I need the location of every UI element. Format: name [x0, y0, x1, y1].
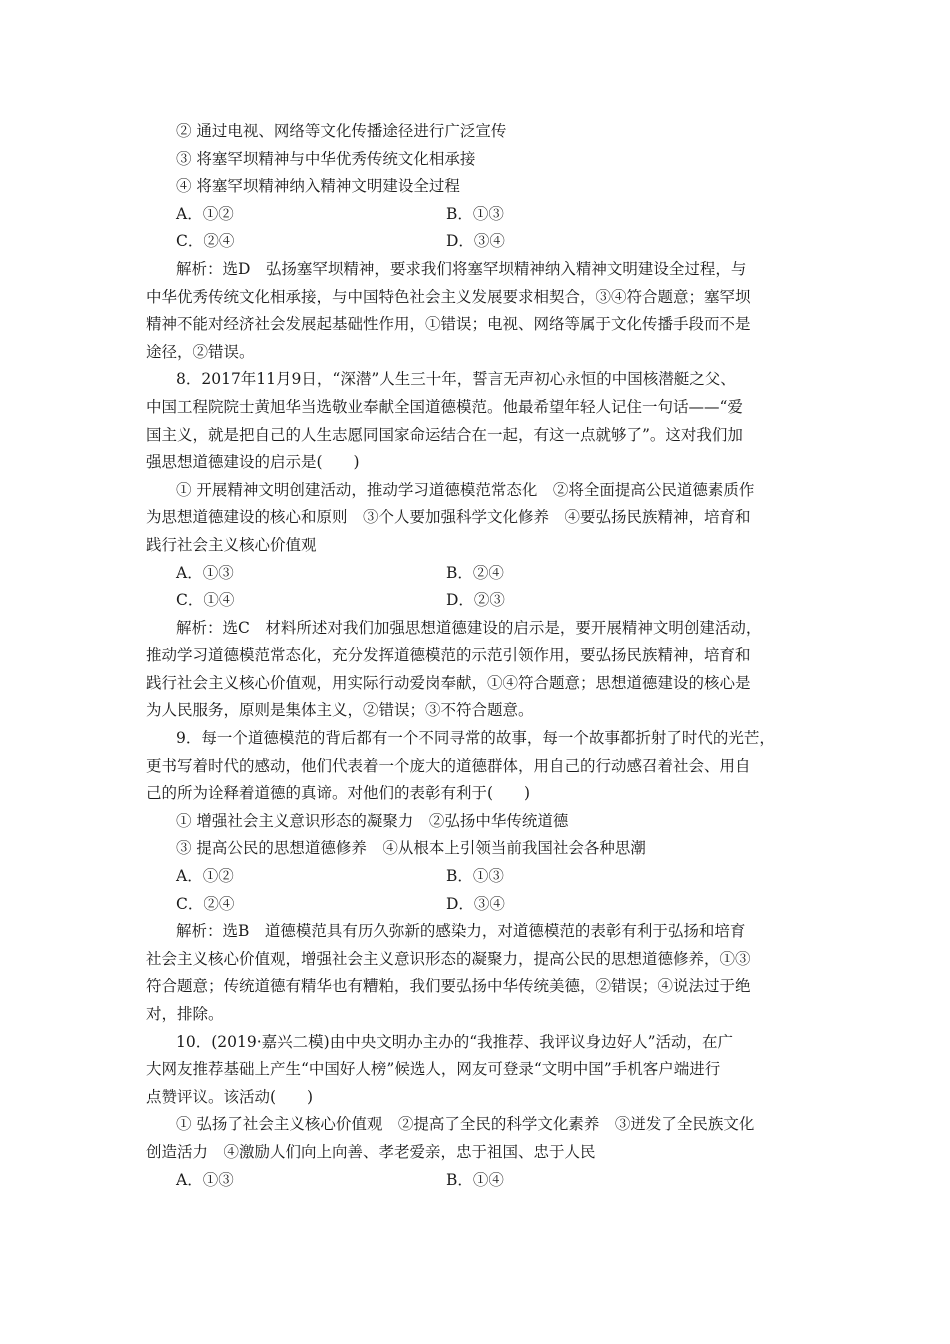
q7-choice-c: C．②④	[176, 232, 235, 251]
q8-choice-b: B．②④	[446, 563, 504, 582]
q9-choice-b: B．①③	[446, 867, 504, 886]
q8-options-line: 践行社会主义核心价值观	[146, 535, 317, 554]
q10-stem-line: 大网友推荐基础上产生“中国好人榜”候选人，网友可登录“文明中国”手机客户端进行	[146, 1060, 721, 1079]
q8-choice-c: C．①④	[176, 591, 235, 610]
q7-analysis-line: 精神不能对经济社会发展起基础性作用，①错误；电视、网络等属于文化传播手段而不是	[146, 315, 751, 334]
q8-stem-line: 8．2017年11月9日，“深潜”人生三十年，誓言无声初心永恒的中国核潜艇之父、	[176, 370, 736, 389]
q9-analysis-line: 解析：选B 道德模范具有历久弥新的感染力，对道德模范的表彰有利于弘扬和培育	[176, 922, 746, 941]
q9-choices-row-1	[146, 863, 810, 891]
q7-analysis-line: 途径，②错误。	[146, 342, 255, 361]
q9-stem-line: 己的所为诠释着道德的真谛。对他们的表彰有利于( )	[146, 784, 531, 803]
q8-stem-line: 强思想道德建设的启示是( )	[146, 453, 360, 472]
q7-choices-row-2	[146, 228, 810, 256]
q8-options-line: 为思想道德建设的核心和原则 ③个人要加强科学文化修养 ④要弘扬民族精神，培育和	[146, 508, 751, 527]
q7-choice-d: D．③④	[446, 232, 505, 251]
q8-analysis-line: 解析：选C 材料所述对我们加强思想道德建设的启示是，要开展精神文明创建活动，	[176, 618, 762, 637]
q9-stem-line: 更书写着时代的感动，他们代表着一个庞大的道德群体，用自己的行动感召着社会、用自	[146, 756, 751, 775]
q9-analysis-line: 对，排除。	[146, 1005, 224, 1023]
q8-analysis-line: 为人民服务，原则是集体主义，②错误；③不符合题意。	[146, 701, 534, 720]
q9-choices-row-2	[146, 891, 810, 919]
q7-analysis-line: 解析：选D 弘扬塞罕坝精神，要求我们将塞罕坝精神纳入精神文明建设全过程，与	[176, 259, 747, 278]
q8-choice-d: D．②③	[446, 591, 505, 610]
q7-choice-b: B．①③	[446, 204, 504, 223]
q8-stem-line: 中国工程院院士黄旭华当选敬业奉献全国道德模范。他最希望年轻人记住一句话——“爱	[146, 397, 743, 416]
page-content	[146, 118, 810, 1194]
q7-choice-a: A．①②	[176, 204, 234, 223]
q8-choices-row-2	[146, 587, 810, 615]
q8-choice-a: A．①③	[176, 563, 234, 582]
q8-analysis-line: 践行社会主义核心价值观，用实际行动爱岗奉献，①④符合题意；思想道德建设的核心是	[146, 673, 751, 692]
q8-options-line: ① 开展精神文明创建活动，推动学习道德模范常态化 ②将全面提高公民道德素质作	[176, 480, 755, 499]
q7-option-4: ④ 将塞罕坝精神纳入精神文明建设全过程	[176, 177, 460, 196]
q10-options-line: 创造活力 ④激励人们向上向善、孝老爱亲，忠于祖国、忠于人民	[146, 1142, 596, 1161]
q9-analysis-line: 社会主义核心价值观，增强社会主义意识形态的凝聚力，提高公民的思想道德修养，①③	[146, 949, 751, 968]
q7-analysis-line: 中华优秀传统文化相承接，与中国特色社会主义发展要求相契合，③④符合题意；塞罕坝	[146, 287, 751, 306]
q8-analysis-line: 推动学习道德模范常态化，充分发挥道德模范的示范引领作用，要弘扬民族精神，培育和	[146, 646, 751, 665]
q8-stem-line: 国主义，就是把自己的人生志愿同国家命运结合在一起，有这一点就够了”。这对我们加	[146, 425, 743, 444]
q9-analysis-line: 符合题意；传统道德有精华也有糟粕，我们要弘扬中华传统美德，②错误；④说法过于绝	[146, 977, 751, 996]
q9-options-line: ① 增强社会主义意识形态的凝聚力 ②弘扬中华传统道德	[176, 811, 569, 830]
q10-choice-b: B．①④	[446, 1170, 504, 1189]
q9-choice-c: C．②④	[176, 894, 235, 913]
q10-choices-row-1	[146, 1167, 810, 1195]
q8-choices-row-1	[146, 560, 810, 588]
q9-choice-a: A．①②	[176, 867, 234, 886]
q10-choice-a: A．①③	[176, 1170, 234, 1189]
q7-option-3: ③ 将塞罕坝精神与中华优秀传统文化相承接	[176, 149, 476, 168]
q9-stem-line: 9．每一个道德模范的背后都有一个不同寻常的故事，每一个故事都折射了时代的光芒，	[176, 729, 775, 748]
q7-choices-row-1	[146, 201, 810, 229]
q9-options-line: ③ 提高公民的思想道德修养 ④从根本上引领当前我国社会各种思潮	[176, 839, 646, 858]
q10-options-line: ① 弘扬了社会主义核心价值观 ②提高了全民的科学文化素养 ③迸发了全民族文化	[176, 1115, 755, 1134]
q9-choice-d: D．③④	[446, 894, 505, 913]
q7-option-2: ② 通过电视、网络等文化传播途径进行广泛宣传	[176, 122, 507, 140]
q10-stem-line: 10．(2019·嘉兴二模)由中央文明办主办的“我推荐、我评议身边好人”活动，在广	[176, 1032, 734, 1051]
q10-stem-line: 点赞评议。该活动( )	[146, 1087, 314, 1106]
